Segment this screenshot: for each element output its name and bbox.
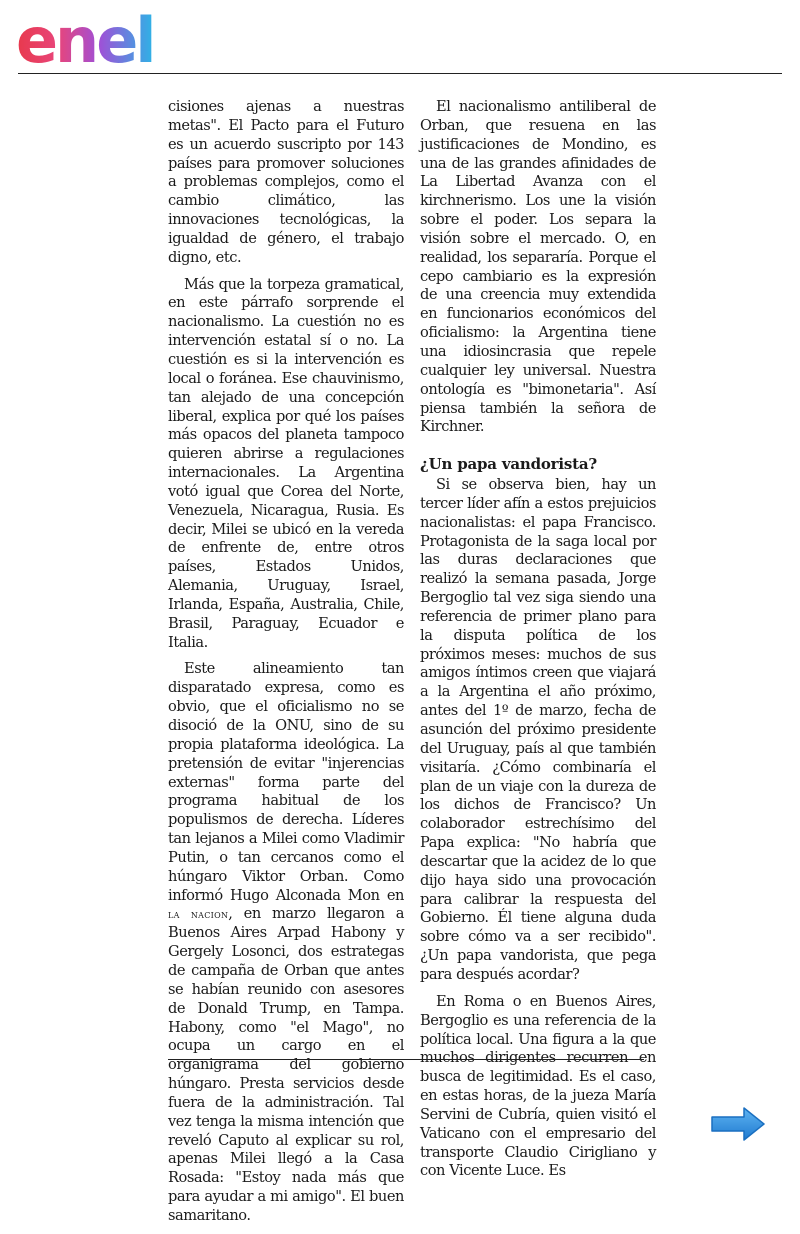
paragraph [168, 660, 404, 1225]
article-column-left [168, 98, 404, 1234]
enel-logo [16, 8, 184, 70]
paragraph: El nacionalismo antiliberal de Orban, que resuena en las justificaciones de Mondino, es una de las grandes afinidades de La Libertad Avanza con el kirchnerismo. Los une la visión sobre el poder. Los separa la visión sobre el mercado. O, en realidad, los separaría. Porque el cepo cambiario es la expresión de una creencia muy extendida en funcionarios económicos del oficialismo: la Argentina tiene una idiosincrasia que repele cualquier ley universal. Nuestra ontología es "bimonetaria". Así piensa también la señora de Kirchner. [420, 98, 656, 436]
header-divider [18, 73, 782, 74]
paragraph: En Roma o en Buenos Aires, Bergoglio es una referencia de la política local. Una figura a la que muchos dirigentes recurren en busca de legitimidad. Es el caso, en estas horas, de la jueza María Servini de Cubría, quien visitó el Vaticano con el empresario del transporte Claudio Cirigliano y con Vicente Luce. Es [420, 992, 656, 1180]
paragraph-text: Este alineamiento tan disparatado expresa, como es obvio, que el oficialismo no se disoció de la ONU, sino de su propia plataforma ideológica. La pretensión de evitar "injerencias externas" forma parte del programa habitual de los populismos de derecha. Líderes tan lejanos a Milei como Vladimir Putin, o tan cercanos como el húngaro Viktor Orban. Como informó Hugo Alconada Mon en [168, 660, 404, 904]
footer-divider [168, 1059, 644, 1060]
paragraph-text: , en marzo llegaron a Buenos Aires Arpad Habony y Gergely Losonci, dos estrategas de campaña de Orban que antes se habían reunido con asesores de Donald Trump, en Tampa. Habony, como "el Mago", no ocupa un cargo en el organigrama del gobierno húngaro. Presta servicios desde fuera de la administración. Tal vez tenga la misma intención que reveló Caputo al explicar su rol, apenas Milei llegó a la Casa Rosada: "Estoy nada más que para ayudar a mi amigo". El buen samaritano. [168, 905, 404, 1224]
paragraph: cisiones ajenas a nuestras metas". El Pacto para el Futuro es un acuerdo suscripto por 143 países para promover soluciones a problemas complejos, como el cambio climático, las innovaciones tecnológicas, la igualdad de género, el trabajo digno, etc. [168, 98, 404, 266]
article-column-right [420, 98, 656, 1189]
section-heading: ¿Un papa vandorista? [420, 455, 597, 474]
paragraph: Si se observa bien, hay un tercer líder afín a estos prejuicios nacionalistas: el papa Francisco. Protagonista de la saga local por las duras declaraciones que realizó la semana pasada, Jorge Bergoglio tal vez siga siendo una referencia de primer plano para la disputa política de los próximos meses: muchos de sus amigos íntimos creen que viajará a la Argentina el año próximo, antes del 1º de marzo, fecha de asunción del próximo presidente del Uruguay, país al que también visitaría. ¿Cómo combinaría el plan de un viaje con la dureza de los dichos de Francisco? Un colaborador estrechísimo del Papa explica: "No habría que descartar que la acidez de lo que dijo haya sido una provocación para calibrar la respuesta del Gobierno. Él tiene alguna duda sobre cómo va a ser recibido". ¿Un papa vandorista, que pega para después acordar? [420, 476, 656, 983]
next-page-arrow-icon[interactable] [710, 1106, 766, 1142]
paragraph: Más que la torpeza gramatical, en este párrafo sorprende el nacionalismo. La cuestión no es intervención estatal sí o no. La cuestión es si la intervención es local o foránea. Ese chauvinismo, tan alejado de una concepción liberal, explica por qué los países más opacos del planeta tampoco quieren abrirse a regulaciones internacionales. La Argentina votó igual que Corea del Norte, Venezuela, Nicaragua, Rusia. Es decir, Milei se ubicó en la vereda de enfrente de, entre otros países, Estados Unidos, Alemania, Uruguay, Israel, Irlanda, España, Australia, Chile, Brasil, Paraguay, Ecuador e Italia. [168, 275, 404, 651]
logo-text: enel [16, 8, 154, 70]
newspaper-name: la nacion [168, 907, 229, 922]
